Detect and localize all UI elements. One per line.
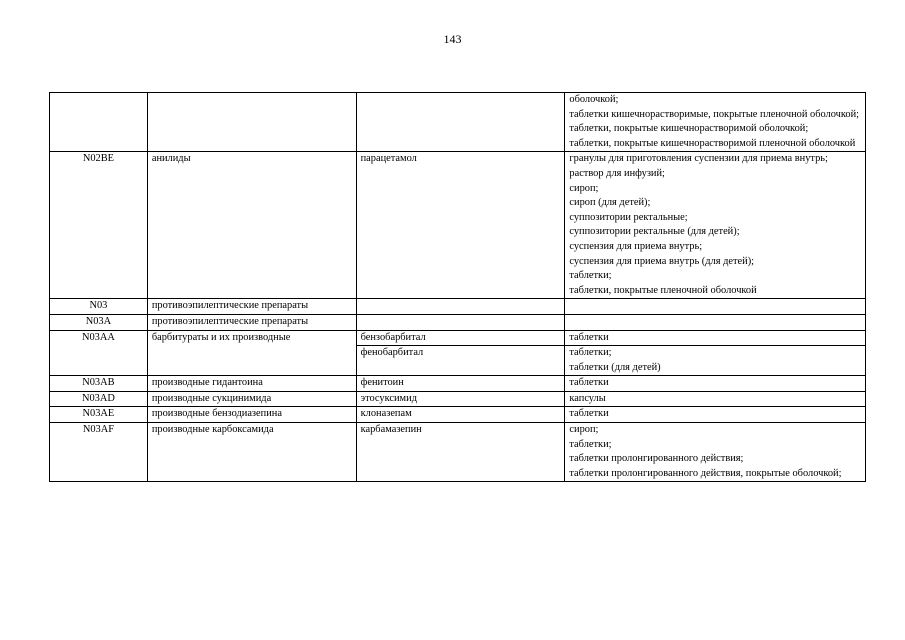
pharmacological-group-cell: анилиды [147,152,356,299]
atc-code-cell: N03AA [50,330,148,346]
dosage-forms-cell: капсулы [565,391,866,407]
pharmacological-group-cell: производные карбоксамида [147,423,356,482]
dosage-forms-cell: таблетки [565,330,866,346]
atc-code-cell: N03AD [50,391,148,407]
drug-name-cell: фенитоин [356,376,565,392]
drug-table [49,92,866,482]
dosage-forms-cell: гранулы для приготовления суспензии для приема внутрь; раствор для инфузий; сироп; сироп (для детей); суппозитории ректальные; суппозитории ректальные (для детей); суспензия для приема внутрь; суспензия для приема внутрь (для детей); таблетки; таблетки, покрытые пленочной оболочкой [565,152,866,299]
pharmacological-group-cell: противоэпилептические препараты [147,314,356,330]
table-row [50,299,866,315]
atc-code-cell [50,346,148,376]
drug-name-cell: парацетамол [356,152,565,299]
dosage-forms-cell: таблетки [565,376,866,392]
atc-code-cell [50,93,148,152]
dosage-forms-cell: таблетки; таблетки (для детей) [565,346,866,376]
pharmacological-group-cell: производные сукцинимида [147,391,356,407]
page-number: 143 [443,32,462,46]
drug-name-cell: фенобарбитал [356,346,565,376]
table-row [50,330,866,346]
table-row [50,376,866,392]
pharmacological-group-cell: противоэпилептические препараты [147,299,356,315]
pharmacological-group-cell: производные бензодиазепина [147,407,356,423]
pharmacological-group-cell [147,93,356,152]
atc-code-cell: N03 [50,299,148,315]
drug-name-cell: клоназепам [356,407,565,423]
dosage-forms-cell [565,314,866,330]
pharmacological-group-cell: производные гидантоина [147,376,356,392]
dosage-forms-cell: оболочкой; таблетки кишечнорастворимые, покрытые пленочной оболочкой; таблетки, покрытые кишечнорастворимой оболочкой; таблетки, покрытые кишечнорастворимой пленочной оболочкой [565,93,866,152]
table-row [50,423,866,482]
drug-name-cell: карбамазепин [356,423,565,482]
table-row [50,407,866,423]
atc-code-cell: N02BE [50,152,148,299]
atc-code-cell: N03AB [50,376,148,392]
dosage-forms-cell: таблетки [565,407,866,423]
atc-code-cell: N03AE [50,407,148,423]
table-row [50,391,866,407]
atc-code-cell: N03A [50,314,148,330]
pharmacological-group-cell [147,346,356,376]
table-row [50,346,866,376]
table-row [50,93,866,152]
drug-name-cell [356,299,565,315]
drug-name-cell: бензобарбитал [356,330,565,346]
drug-name-cell [356,93,565,152]
dosage-forms-cell: сироп; таблетки; таблетки пролонгированного действия; таблетки пролонгированного действия, покрытые оболочкой; [565,423,866,482]
drug-name-cell: этосуксимид [356,391,565,407]
table-row [50,152,866,299]
atc-code-cell: N03AF [50,423,148,482]
dosage-forms-cell [565,299,866,315]
drug-name-cell [356,314,565,330]
table-row [50,314,866,330]
pharmacological-group-cell: барбитураты и их производные [147,330,356,346]
